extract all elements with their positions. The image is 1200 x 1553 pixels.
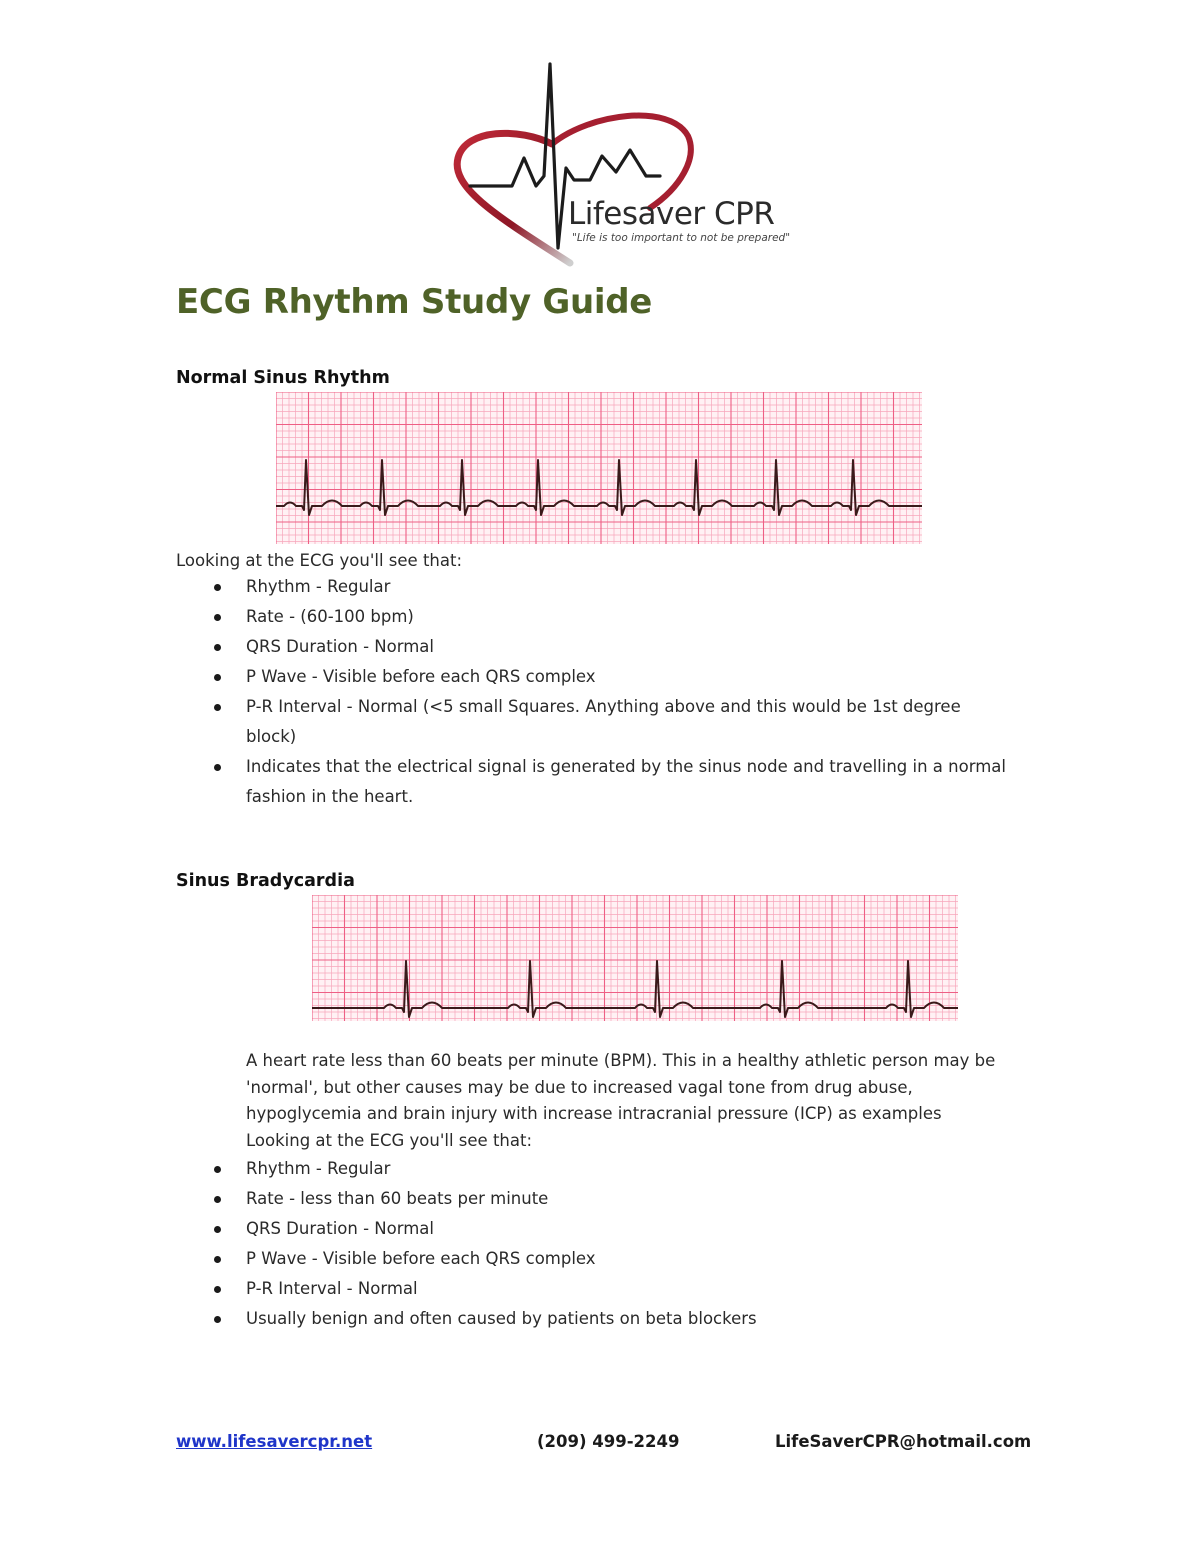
ecg-trace-sinus-bradycardia [312,895,958,1021]
logo-name: Lifesaver CPR [568,196,775,232]
section-heading-normal-sinus-rhythm: Normal Sinus Rhythm [176,368,390,388]
bullet-dot-icon [214,704,221,711]
page-title: ECG Rhythm Study Guide [176,282,653,322]
ecg-strip-sinus-bradycardia [312,895,958,1021]
section-intro-normal-sinus: Looking at the ECG you'll see that: [176,551,463,570]
list-item: P Wave - Visible before each QRS complex [176,662,1036,692]
ecg-strip-normal-sinus-rhythm [276,392,922,544]
list-item: Indicates that the electrical signal is generated by the sinus node and travelling in a normal fashion in the heart. [176,752,1006,812]
list-item: Usually benign and often caused by patients on beta blockers [176,1304,1036,1334]
heart-ecg-logo-graphic [440,58,820,268]
ecg-trace-line [276,460,922,515]
bullet-dot-icon [214,764,221,771]
bullet-dot-icon [214,1196,221,1203]
footer-phone: (209) 499-2249 [537,1432,680,1451]
list-item: Rhythm - Regular [176,572,1036,602]
ecg-trace-line [312,961,958,1017]
list-item: Rhythm - Regular [176,1154,1036,1184]
ecg-trace-normal-sinus [276,392,922,544]
bullet-list-normal-sinus [176,572,1036,812]
bullet-dot-icon [214,644,221,651]
lifesaver-cpr-logo [440,58,820,268]
bullet-list-sinus-bradycardia [176,1154,1036,1334]
bullet-dot-icon [214,584,221,591]
bullet-dot-icon [214,1286,221,1293]
list-item: P Wave - Visible before each QRS complex [176,1244,1036,1274]
section-intro-sinus-bradycardia: Looking at the ECG you'll see that: [246,1130,533,1150]
list-item: QRS Duration - Normal [176,632,1036,662]
list-item: P-R Interval - Normal (<5 small Squares. Anything above and this would be 1st degree block) [176,692,1006,752]
section-paragraph-sinus-bradycardia: A heart rate less than 60 beats per minute (BPM). This in a healthy athletic person may be 'normal', but other causes may be due to increased vagal tone from drug abuse, hypoglycemia and brain injury with increase intracranial pressure (ICP) as examples Looking at the ECG you'll see that: [246,1048,1026,1154]
section-heading-sinus-bradycardia: Sinus Bradycardia [176,871,355,891]
bullet-dot-icon [214,1166,221,1173]
list-item: QRS Duration - Normal [176,1214,1036,1244]
list-item: Rate - less than 60 beats per minute [176,1184,1036,1214]
list-item: Rate - (60-100 bpm) [176,602,1036,632]
bullet-dot-icon [214,1316,221,1323]
bullet-dot-icon [214,1256,221,1263]
footer-email: LifeSaverCPR@hotmail.com [775,1432,1032,1451]
bullet-dot-icon [214,1226,221,1233]
bullet-dot-icon [214,614,221,621]
list-item: P-R Interval - Normal [176,1274,1036,1304]
logo-tagline: "Life is too important to not be prepared" [572,232,791,244]
bullet-dot-icon [214,674,221,681]
footer-website-link[interactable]: www.lifesavercpr.net [176,1432,373,1451]
